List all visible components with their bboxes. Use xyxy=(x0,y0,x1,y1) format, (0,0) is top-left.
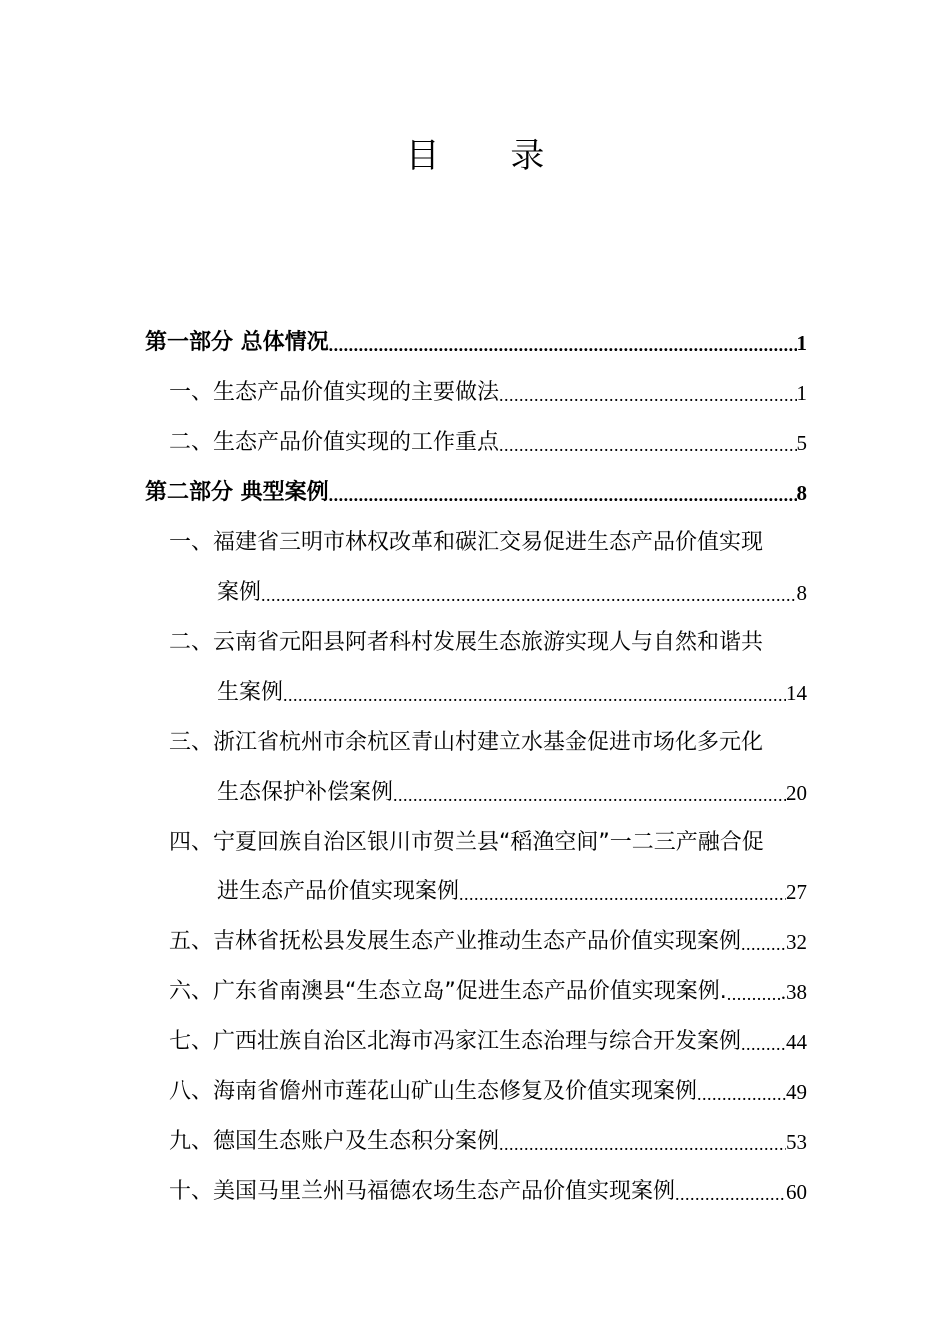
toc-entry-page: 44 xyxy=(786,1030,807,1054)
toc-entry-label: 生案例 xyxy=(217,680,284,705)
toc-entry-label: 五、吉林省抚松县发展生态产业推动生态产品价值实现案例 xyxy=(169,929,742,954)
toc-entry-continuation[interactable] xyxy=(145,768,807,808)
leader-dots xyxy=(499,432,796,458)
toc-entry-page: .38 xyxy=(780,980,807,1004)
leader-dots xyxy=(261,582,796,608)
leader-dots xyxy=(459,881,786,907)
leader-dots xyxy=(697,1081,786,1107)
toc-entry[interactable] xyxy=(145,618,807,658)
toc-entry[interactable] xyxy=(145,1067,807,1107)
leader-dots xyxy=(727,981,781,1007)
toc-entry-label: 十、美国马里兰州马福德农场生态产品价值实现案例 xyxy=(169,1179,676,1204)
toc-entry-label: 第一部分 总体情况 xyxy=(145,330,329,355)
leader-dots xyxy=(499,1131,786,1157)
toc-entry-label: 案例 xyxy=(217,580,262,605)
toc-entry[interactable] xyxy=(145,1117,807,1157)
leader-dots xyxy=(741,931,786,957)
toc-entry[interactable] xyxy=(145,818,807,858)
leader-dots xyxy=(329,482,797,508)
toc-entry-page: 49 xyxy=(786,1080,807,1104)
toc-entry[interactable] xyxy=(145,718,807,758)
toc-entry-part-2[interactable] xyxy=(145,468,807,508)
toc-entry[interactable] xyxy=(145,967,807,1007)
toc-entry[interactable] xyxy=(145,368,807,408)
toc-entry-page: 5 xyxy=(796,431,807,455)
toc-entry-label: 生态保护补偿案例 xyxy=(217,780,394,805)
toc-entry-label: 二、生态产品价值实现的工作重点 xyxy=(169,430,500,455)
toc-entry-page: 1 xyxy=(796,381,807,405)
toc-entry-page: 20 xyxy=(786,781,807,805)
toc-entry[interactable] xyxy=(145,418,807,458)
toc-entry-label: 四、宁夏回族自治区银川市贺兰县“稻渔空间”一二三产融合促 xyxy=(169,830,764,855)
toc-entry-label: 第二部分 典型案例 xyxy=(145,480,329,505)
toc-entry-page: 8 xyxy=(796,581,807,605)
toc-entry-page: 8 xyxy=(796,481,807,505)
toc-entry-continuation[interactable] xyxy=(145,867,807,907)
leader-dots xyxy=(499,382,796,408)
toc-entry-page: 14 xyxy=(786,681,807,705)
toc-entry-label: 二、云南省元阳县阿者科村发展生态旅游实现人与自然和谐共 xyxy=(169,630,764,655)
leader-dots xyxy=(741,1031,786,1057)
toc-entry-label: 九、德国生态账户及生态积分案例 xyxy=(169,1129,500,1154)
toc-entry-continuation[interactable] xyxy=(145,668,807,708)
toc-entry-page: 32 xyxy=(786,930,807,954)
toc-entry-page: 27 xyxy=(786,880,807,904)
toc-entry-label: 一、生态产品价值实现的主要做法 xyxy=(169,380,500,405)
toc-entry-part-1[interactable] xyxy=(145,318,807,358)
toc-entry-label: 进生态产品价值实现案例 xyxy=(217,879,460,904)
toc-entry-label: 一、福建省三明市林权改革和碳汇交易促进生态产品价值实现 xyxy=(169,530,764,555)
leader-dots xyxy=(329,332,797,358)
leader-dots xyxy=(393,782,786,808)
toc-entry[interactable] xyxy=(145,1017,807,1057)
toc-entry[interactable] xyxy=(145,1167,807,1207)
leader-dots xyxy=(283,682,786,708)
toc-entry[interactable] xyxy=(145,518,807,558)
toc-entry-page: 53 xyxy=(786,1130,807,1154)
leader-dots xyxy=(675,1181,786,1207)
toc-entry-label: 三、浙江省杭州市余杭区青山村建立水基金促进市场化多元化 xyxy=(169,730,764,755)
toc-entry-page: 1 xyxy=(796,331,807,355)
toc-entry-label: 七、广西壮族自治区北海市冯家江生态治理与综合开发案例 xyxy=(169,1029,742,1054)
toc-entry-label: 八、海南省儋州市莲花山矿山生态修复及价值实现案例 xyxy=(169,1079,698,1104)
toc-entry-page: 60 xyxy=(786,1180,807,1204)
toc-entry-label: 六、广东省南澳县“生态立岛”促进生态产品价值实现案例. xyxy=(169,979,727,1004)
toc-entry-continuation[interactable] xyxy=(145,568,807,608)
toc-title: 目 录 xyxy=(405,136,575,176)
toc-entry[interactable] xyxy=(145,917,807,957)
